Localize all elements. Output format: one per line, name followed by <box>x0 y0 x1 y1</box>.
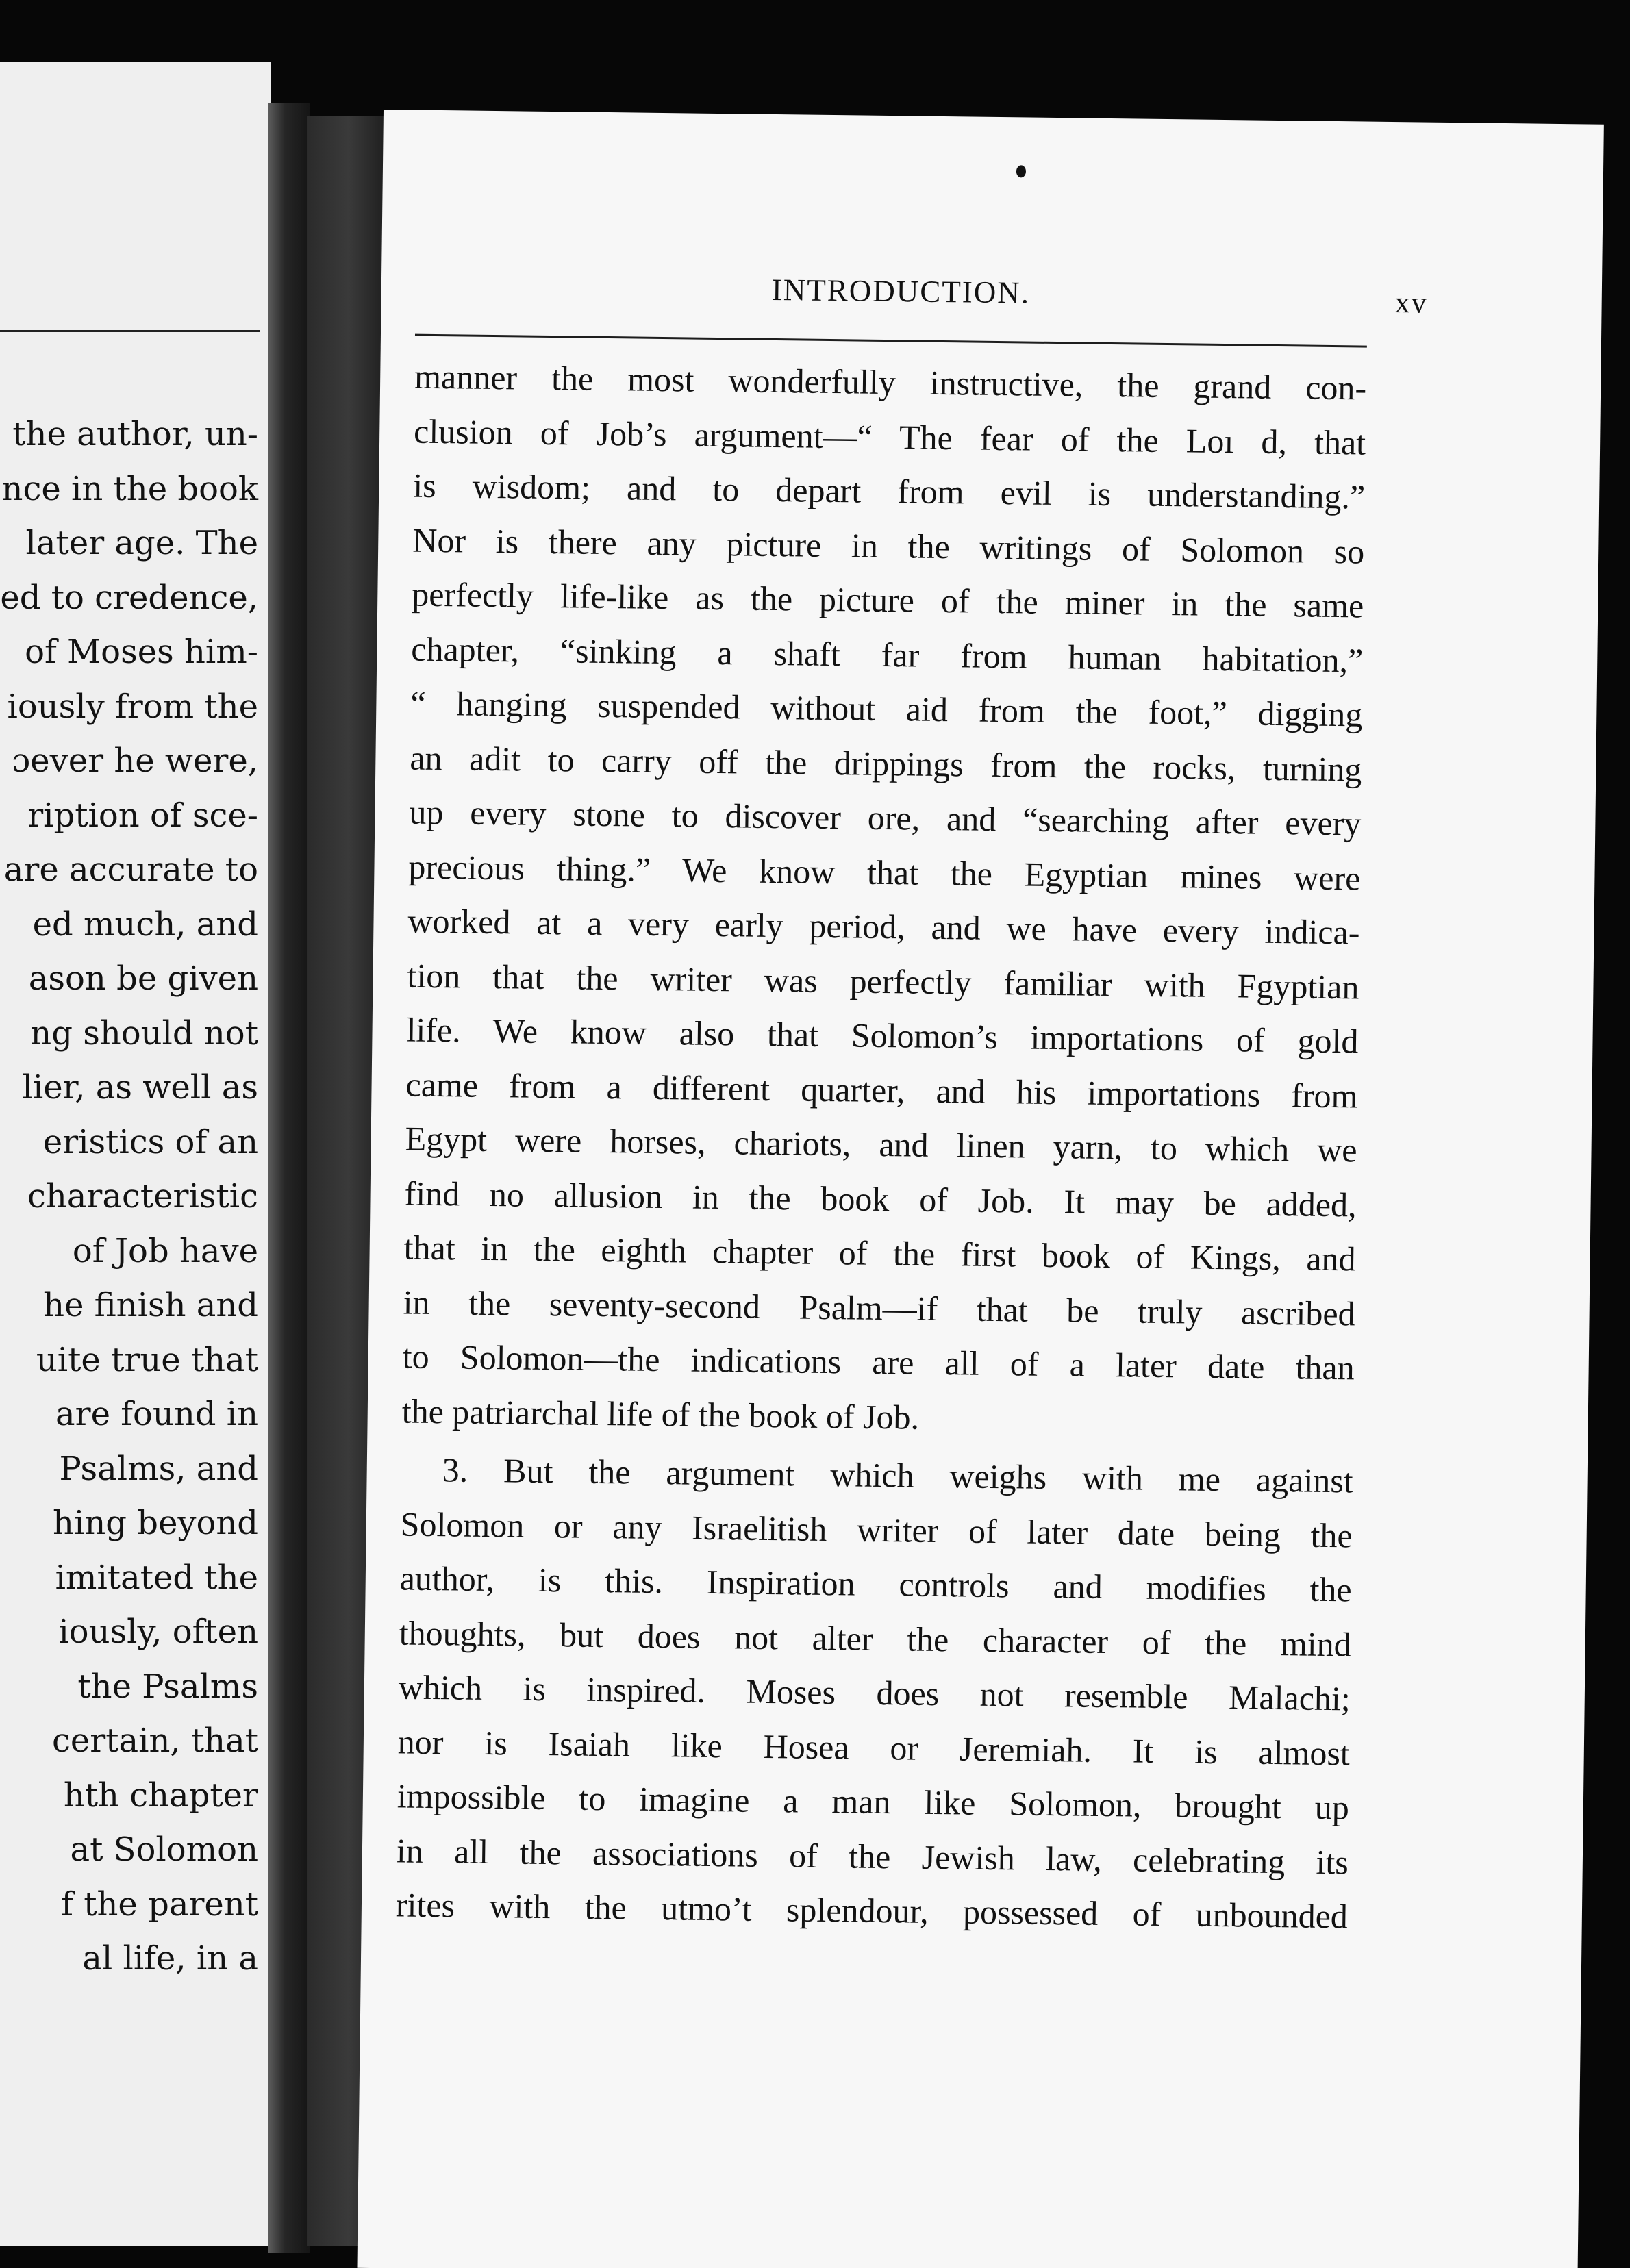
right-page <box>357 110 1603 2268</box>
left-text-line: of Job have <box>72 1231 258 1270</box>
left-text-line: hing beyond <box>53 1504 258 1542</box>
left-text-line: f the parent <box>61 1885 258 1924</box>
text-line: worked at a very early period, and we have every indica- <box>408 901 1360 952</box>
text-line: came from a different quarter, and his importations from <box>405 1065 1358 1115</box>
paragraph-1 <box>401 350 1366 1450</box>
left-text-line: at Solomon <box>70 1830 258 1869</box>
paragraph-2 <box>395 1442 1353 1943</box>
text-line: 3. But the argument which weighs with me against <box>442 1450 1353 1500</box>
text-line: in the seventy-second Psalm—if that be truly ascribed <box>403 1282 1355 1333</box>
left-text-line: nce in the book <box>1 469 258 508</box>
text-line: that in the eighth chapter of the first book of Kings, and <box>403 1228 1356 1278</box>
left-text-line: ription of sce- <box>27 796 258 835</box>
left-text-line: eristics of an <box>42 1122 258 1161</box>
left-text-line: certain, that <box>51 1722 258 1760</box>
left-text-line: iously from the <box>7 687 258 726</box>
text-line: Nor is there any picture in the writings of Solomon so <box>412 520 1365 571</box>
text-line: clusion of Job’s argument—“ The fear of the Loı d, that <box>413 412 1366 462</box>
text-line: tion that the writer was perfectly familiar with Fgyptian <box>407 956 1359 1006</box>
text-line: chapter, “sinking a shaft far from human habitation,” <box>411 629 1364 680</box>
text-line: Solomon or any Israelitish writer of later date being the <box>400 1504 1353 1554</box>
left-text-line: he finish and <box>43 1286 258 1324</box>
text-line: thoughts, but does not alter the character of the mind <box>399 1613 1352 1663</box>
text-line: nor is Isaiah like Hosea or Jeremiah. It is almost <box>397 1722 1351 1772</box>
left-page-rule <box>0 330 260 332</box>
text-line: impossible to imagine a man like Solomon, brought up <box>397 1776 1350 1827</box>
left-text-line: ng should not <box>30 1013 258 1053</box>
left-text-line: of Moses him- <box>25 633 258 671</box>
left-text-line: Psalms, and <box>59 1449 258 1488</box>
text-line: author, is this. Inspiration controls and modifies the <box>399 1559 1353 1609</box>
left-text-line: al life, in a <box>82 1939 258 1978</box>
text-line: perfectly life-like as the picture of the miner in the same <box>412 575 1364 625</box>
left-text-line: are found in <box>55 1395 258 1433</box>
page-number: xv <box>1394 286 1428 320</box>
left-text-line: iously, often <box>58 1613 258 1651</box>
gutter-shadow <box>268 103 310 2253</box>
text-line: manner the most wonderfully instructive, the grand con- <box>414 357 1367 407</box>
body-text <box>395 350 1366 1944</box>
text-line: up every stone to discover ore, and “searching after every <box>409 792 1362 843</box>
text-line: “ hanging suspended without aid from the foot,” digging <box>410 683 1363 734</box>
text-line: which is inspired. Moses does not resemble Malachi; <box>398 1667 1351 1718</box>
left-page-text <box>0 407 258 1987</box>
left-text-line: uite true that <box>36 1340 258 1379</box>
text-line: is wisdom; and to depart from evil is understanding.” <box>412 466 1366 516</box>
left-text-line: characteristic <box>27 1177 258 1215</box>
ink-speck <box>1016 165 1026 177</box>
text-line: life. We know also that Solomon’s importations of gold <box>406 1010 1359 1061</box>
left-text-line: lier, as well as <box>22 1068 258 1107</box>
left-text-line: the Psalms <box>77 1667 258 1706</box>
text-line: to Solomon—the indications are all of a later date than <box>402 1337 1355 1387</box>
text-line: rites with the utmo’t splendour, possessed of unbounded <box>395 1885 1349 1936</box>
left-text-line: ason be given <box>28 959 258 998</box>
left-text-line: hth chapter <box>63 1776 258 1815</box>
text-line: precious thing.” We know that the Egyptian mines were <box>408 847 1361 898</box>
left-text-line: ed to credence, <box>0 578 258 617</box>
left-text-line: ed much, and <box>32 905 258 944</box>
text-line: the patriarchal life of the book of Job. <box>401 1391 920 1437</box>
left-text-line: later age. The <box>25 524 258 562</box>
left-text-line: the author, un- <box>12 415 258 453</box>
left-facing-page <box>0 62 271 2246</box>
text-line: find no allusion in the book of Job. It may be added, <box>404 1173 1357 1224</box>
left-text-line: ɔever he were, <box>12 742 258 780</box>
text-line: in all the associations of the Jewish law, celebrating its <box>396 1830 1349 1881</box>
text-line: an adit to carry off the drippings from the rocks, turning <box>410 738 1362 789</box>
text-line: Egypt were horses, chariots, and linen yarn, to which we <box>405 1119 1357 1170</box>
running-head-title: INTRODUCTION. <box>771 272 1031 310</box>
header-rule <box>415 334 1367 348</box>
running-head <box>450 268 1428 320</box>
left-text-line: are accurate to <box>3 850 258 889</box>
left-text-line: imitated the <box>55 1558 258 1597</box>
